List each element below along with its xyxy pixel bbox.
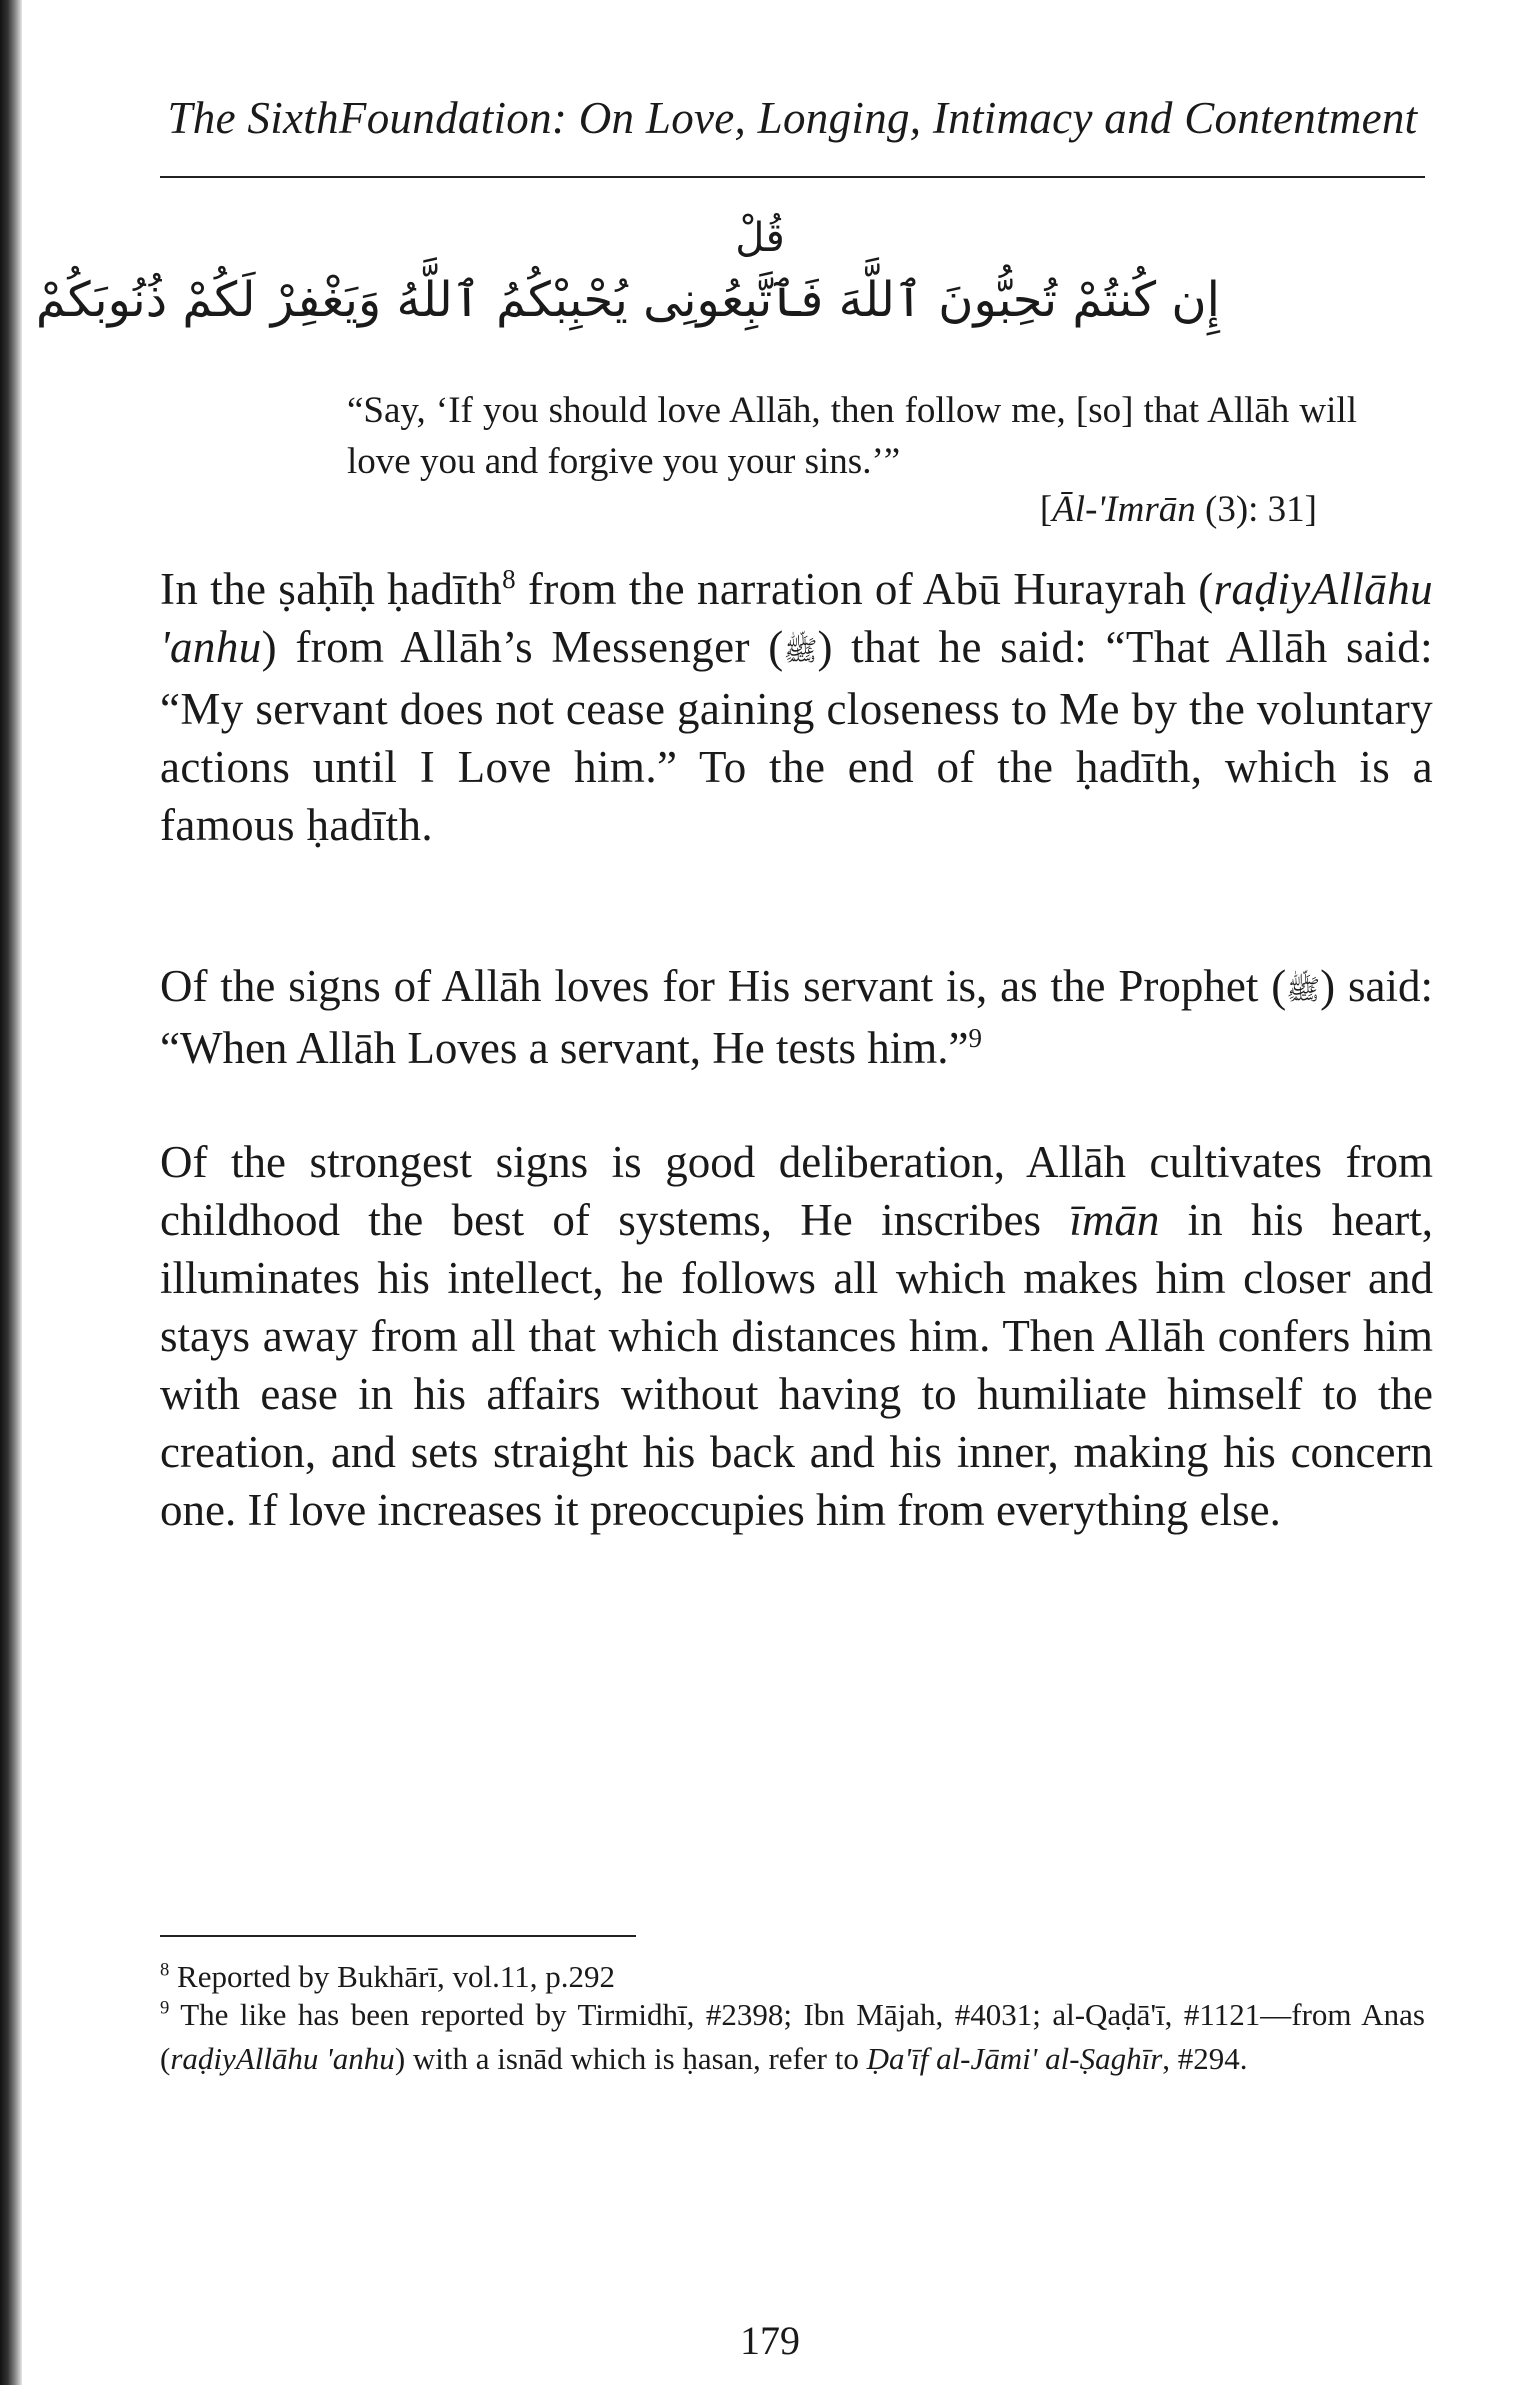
p3-italic: īmān xyxy=(1069,1195,1160,1245)
paragraph-hadith xyxy=(160,560,1433,854)
footnote-rule xyxy=(160,1935,636,1937)
footnote-8-marker: 8 xyxy=(160,1959,170,1981)
running-header: The SixthFoundation: On Love, Longing, Intimacy and Contentment xyxy=(167,93,1418,143)
page-number: 179 xyxy=(740,2318,800,2363)
header-rule xyxy=(160,176,1425,178)
p1-text-1: In the ṣaḥīḥ ḥadīth xyxy=(160,564,503,614)
verse-citation xyxy=(960,488,1317,531)
verse-translation xyxy=(347,385,1357,487)
arabic-verse: إِن كُنتُمْ تُحِبُّونَ ٱللَّهَ فَٱتَّبِعُونِى يُحْبِبْكُمُ ٱللَّهُ وَيَغْفِرْ لَكُمْ ذُنُوبَكُمْ xyxy=(35,272,1220,328)
footnote-9-italic-1: raḍiyAllāhu 'anhu xyxy=(170,2041,395,2076)
p1-text-2: from the narration of Abū Hurayrah ( xyxy=(515,564,1214,614)
salawat-symbol: ﷺ xyxy=(783,634,818,667)
p3-text-2: in his heart, illuminates his intellect, he follows all which makes him closer and stays away from all that which distances him. Then Allāh confers him with ease in his affairs without having to humiliate himself to the creation, and sets straight his back and his inner, making his concern one. If love increases it preoccupies him from everything else. xyxy=(160,1195,1433,1535)
citation-open: [ xyxy=(1039,489,1053,530)
paragraph-signs xyxy=(160,957,1433,1077)
salawat-symbol: ﷺ xyxy=(1286,973,1321,1006)
footnote-ref-8[interactable]: 8 xyxy=(502,564,516,594)
p2-text-2: ) said: “When Allāh Loves a servant, He tests him.” xyxy=(160,961,1433,1073)
p3-text-1: Of the strongest signs is good deliberation, Allāh cultivates from childhood the best of systems, He inscribes xyxy=(160,1137,1433,1245)
footnote-9-text-2: ) with a isnād which is ḥasan, refer to xyxy=(394,2041,867,2076)
footnote-9-italic-2: Ḍa'īf al-Jāmi' al-Ṣaghīr xyxy=(866,2041,1163,2076)
footnote-ref-9[interactable]: 9 xyxy=(968,1023,983,1053)
verse-translation-text: “Say, ‘If you should love Allāh, then follow me, [so] that Allāh will love you and forgive you your sins.’” xyxy=(347,390,1357,482)
footnote-9-text-3: , #294. xyxy=(1162,2041,1248,2076)
footnote-9-text-1: The like has been reported by Tirmidhī, #2398; Ibn Mājah, #4031; al-Qaḍā'ī, #1121—from Anas ( xyxy=(160,1997,1425,2076)
paragraph-strongest-signs xyxy=(160,1133,1433,1539)
book-spine-shadow xyxy=(0,0,22,2385)
arabic-qul: قُلْ xyxy=(735,215,785,261)
footnote-9-marker: 9 xyxy=(160,1997,170,2019)
p1-text-4: ) that he said: “That Allāh said: “My servant does not cease gaining closeness to Me by the voluntary actions until I Love him.” To the end of the ḥadīth, which is a famous ḥadīth. xyxy=(160,622,1434,850)
citation-surah: Āl-'Imrān xyxy=(1052,489,1196,530)
citation-rest: (3): 31] xyxy=(1195,489,1317,530)
p1-text-3: ) from Allāh’s Messenger ( xyxy=(261,622,784,672)
p2-text-1: Of the signs of Allāh loves for His servant is, as the Prophet ( xyxy=(160,961,1287,1011)
footnote-9 xyxy=(160,1993,1425,2081)
p1-italic: raḍiyAllāhu 'anhu xyxy=(160,564,1433,672)
footnote-8-text: Reported by Bukhārī, vol.11, p.292 xyxy=(169,1959,616,1994)
